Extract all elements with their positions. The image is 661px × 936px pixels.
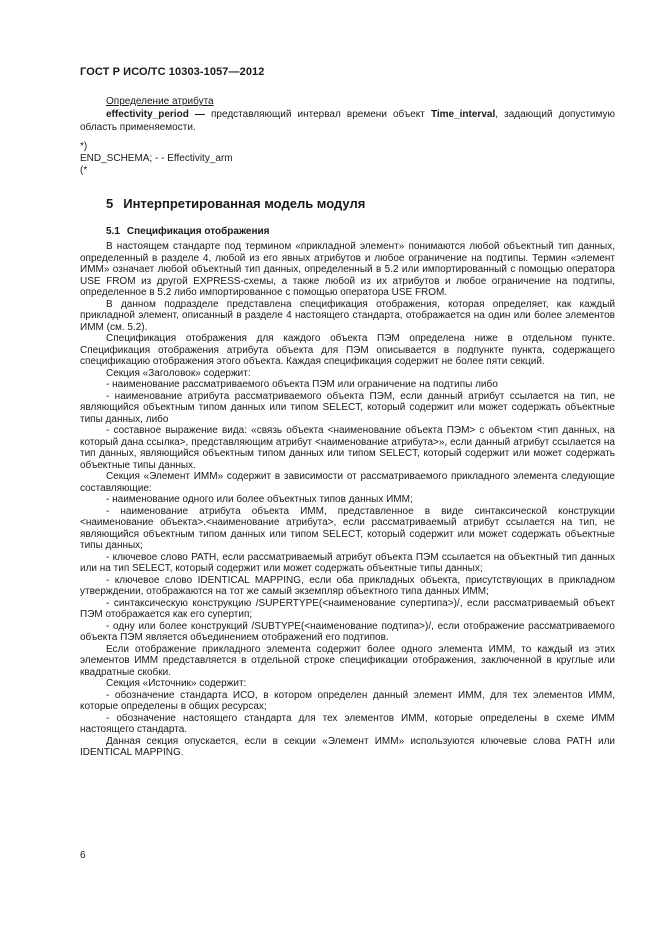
subsection-title: Спецификация отображения bbox=[126, 226, 270, 237]
attribute-type: Time_interval bbox=[430, 109, 496, 120]
attribute-name: effectivity_period bbox=[106, 109, 189, 120]
paragraph: Данная секция опускается, если в секции «Элемент ИММ» используются ключевые слова PATH или IDENTICAL MAPPING. bbox=[80, 735, 615, 758]
paragraph: Секция «Элемент ИММ» содержит в зависимости от рассматриваемого прикладного элемента следующие составляющие: bbox=[80, 471, 615, 494]
paragraph: В данном подразделе представлена спецификация отображения, которая определяет, как каждый прикладной элемент, описанный в разделе 4 настоящего стандарта, отображается на один или более элементов ИММ (см. 5.2). bbox=[80, 298, 615, 333]
paragraph: Секция «Заголовок» содержит: bbox=[106, 367, 251, 379]
code-line: END_SCHEMA; - - Effectivity_arm bbox=[80, 153, 233, 165]
list-item: - составное выражение вида: «связь объекта <наименование объекта ПЭМ> с объектом <тип данных, на который дана ссылка>, представляющим атрибут <наименование атрибута>», если данный атрибут ссылается на тип данных, являющийся объектным типом данных или типом SELECT, который содержит или может содержать объектные типы данных. bbox=[80, 425, 615, 471]
list-item: - обозначение настоящего стандарта для тех элементов ИММ, которые определены в схеме ИММ настоящего стандарта. bbox=[80, 712, 615, 735]
express-code bbox=[80, 141, 233, 178]
list-item: - ключевое слово IDENTICAL MAPPING, если оба прикладных объекта, присутствующих в прикладном утверждении, отображаются на тот же самый экземпляр объектного типа данных ИММ; bbox=[80, 574, 615, 597]
document-header: ГОСТ Р ИСО/ТС 10303-1057—2012 bbox=[80, 66, 265, 78]
paragraph: Секция «Источник» содержит: bbox=[106, 678, 247, 689]
paragraph: Спецификация отображения для каждого объекта ПЭМ определена ниже в отдельном пункте. Спецификация отображения атрибута объекта для ПЭМ описывается в подпункте пункта, содержащего спецификацию отображения этого объекта. Каждая спецификация содержит не более пяти секций. bbox=[80, 333, 615, 367]
list-item: - одну или более конструкций /SUBTYPE(<наименование подтипа>)/, если отображение рассматриваемого объекта ПЭМ является объединением отображений его подтипов. bbox=[80, 620, 615, 643]
paragraph: Если отображение прикладного элемента содержит более одного элемента ИММ, то каждый из этих элементов ИММ представляется в отдельной строке спецификации отображения, заключенной в круглые или квадратные скобки. bbox=[80, 643, 615, 678]
attribute-definition-title: Определение атрибута bbox=[106, 96, 214, 107]
subsection-number: 5.1 bbox=[106, 226, 120, 237]
code-line: (* bbox=[80, 165, 88, 177]
list-item: - ключевое слово PATH, если рассматриваемый атрибут объекта ПЭМ ссылается на объектный тип данных или на тип SELECT, который содержит или может содержать объектные типы данных; bbox=[80, 551, 615, 574]
body-text bbox=[80, 241, 615, 759]
list-item: - синтаксическую конструкцию /SUPERTYPE(<наименование супертипа>)/, если рассматриваемый объект ПЭМ отображается как его супертип; bbox=[80, 597, 615, 620]
section-number: 5 bbox=[106, 196, 114, 211]
list-item: - наименование атрибута объекта ИММ, представленное в виде синтаксической конструкции <наименование объекта>.<наименование атрибута>, если рассматриваемый атрибут ссылается на тип, не являющийся объектным типом данных или типом SELECT, который содержит или может содержать объектные типы данных; bbox=[80, 505, 615, 551]
attribute-text-end: , задающий допустимую область применяемости. bbox=[80, 109, 616, 133]
attribute-definition bbox=[80, 109, 615, 135]
attribute-dash: — bbox=[188, 109, 212, 120]
page-number: 6 bbox=[80, 850, 86, 861]
list-item: - обозначение стандарта ИСО, в котором определен данный элемент ИММ, для тех элементов ИММ, которые определены в общих ресурсах; bbox=[80, 689, 615, 712]
list-item: - наименование одного или более объектных типов данных ИММ; bbox=[106, 494, 413, 505]
code-line: *) bbox=[80, 141, 88, 152]
section-heading bbox=[106, 196, 365, 211]
list-item: - наименование рассматриваемого объекта ПЭМ или ограничение на подтипы либо bbox=[106, 379, 498, 390]
section-title: Интерпретированная модель модуля bbox=[123, 196, 366, 211]
paragraph: В настоящем стандарте под термином «прикладной элемент» понимаются любой объектный тип данных, определенный в разделе 4, любой из его явных атрибутов и любое ограничение на подтипы. Термин «элемент ИММ» означает любой объектный тип данных, определенный в 5.2 или импортированный с помощью оператора USE FROM из другой EXPRESS-схемы, а также любой из их атрибутов и любое ограничение на подтипы, определенное в 5.2 либо импортированное с помощью оператора USE FROM. bbox=[80, 241, 615, 298]
list-item: - наименование атрибута рассматриваемого объекта ПЭМ, если данный атрибут ссылается на тип, не являющийся объектным типом данных или типом SELECT, который содержит или может содержать объектные типы данных, либо bbox=[80, 390, 615, 425]
attribute-text: представляющий интервал времени объект bbox=[211, 109, 431, 120]
subsection-heading bbox=[106, 226, 270, 237]
